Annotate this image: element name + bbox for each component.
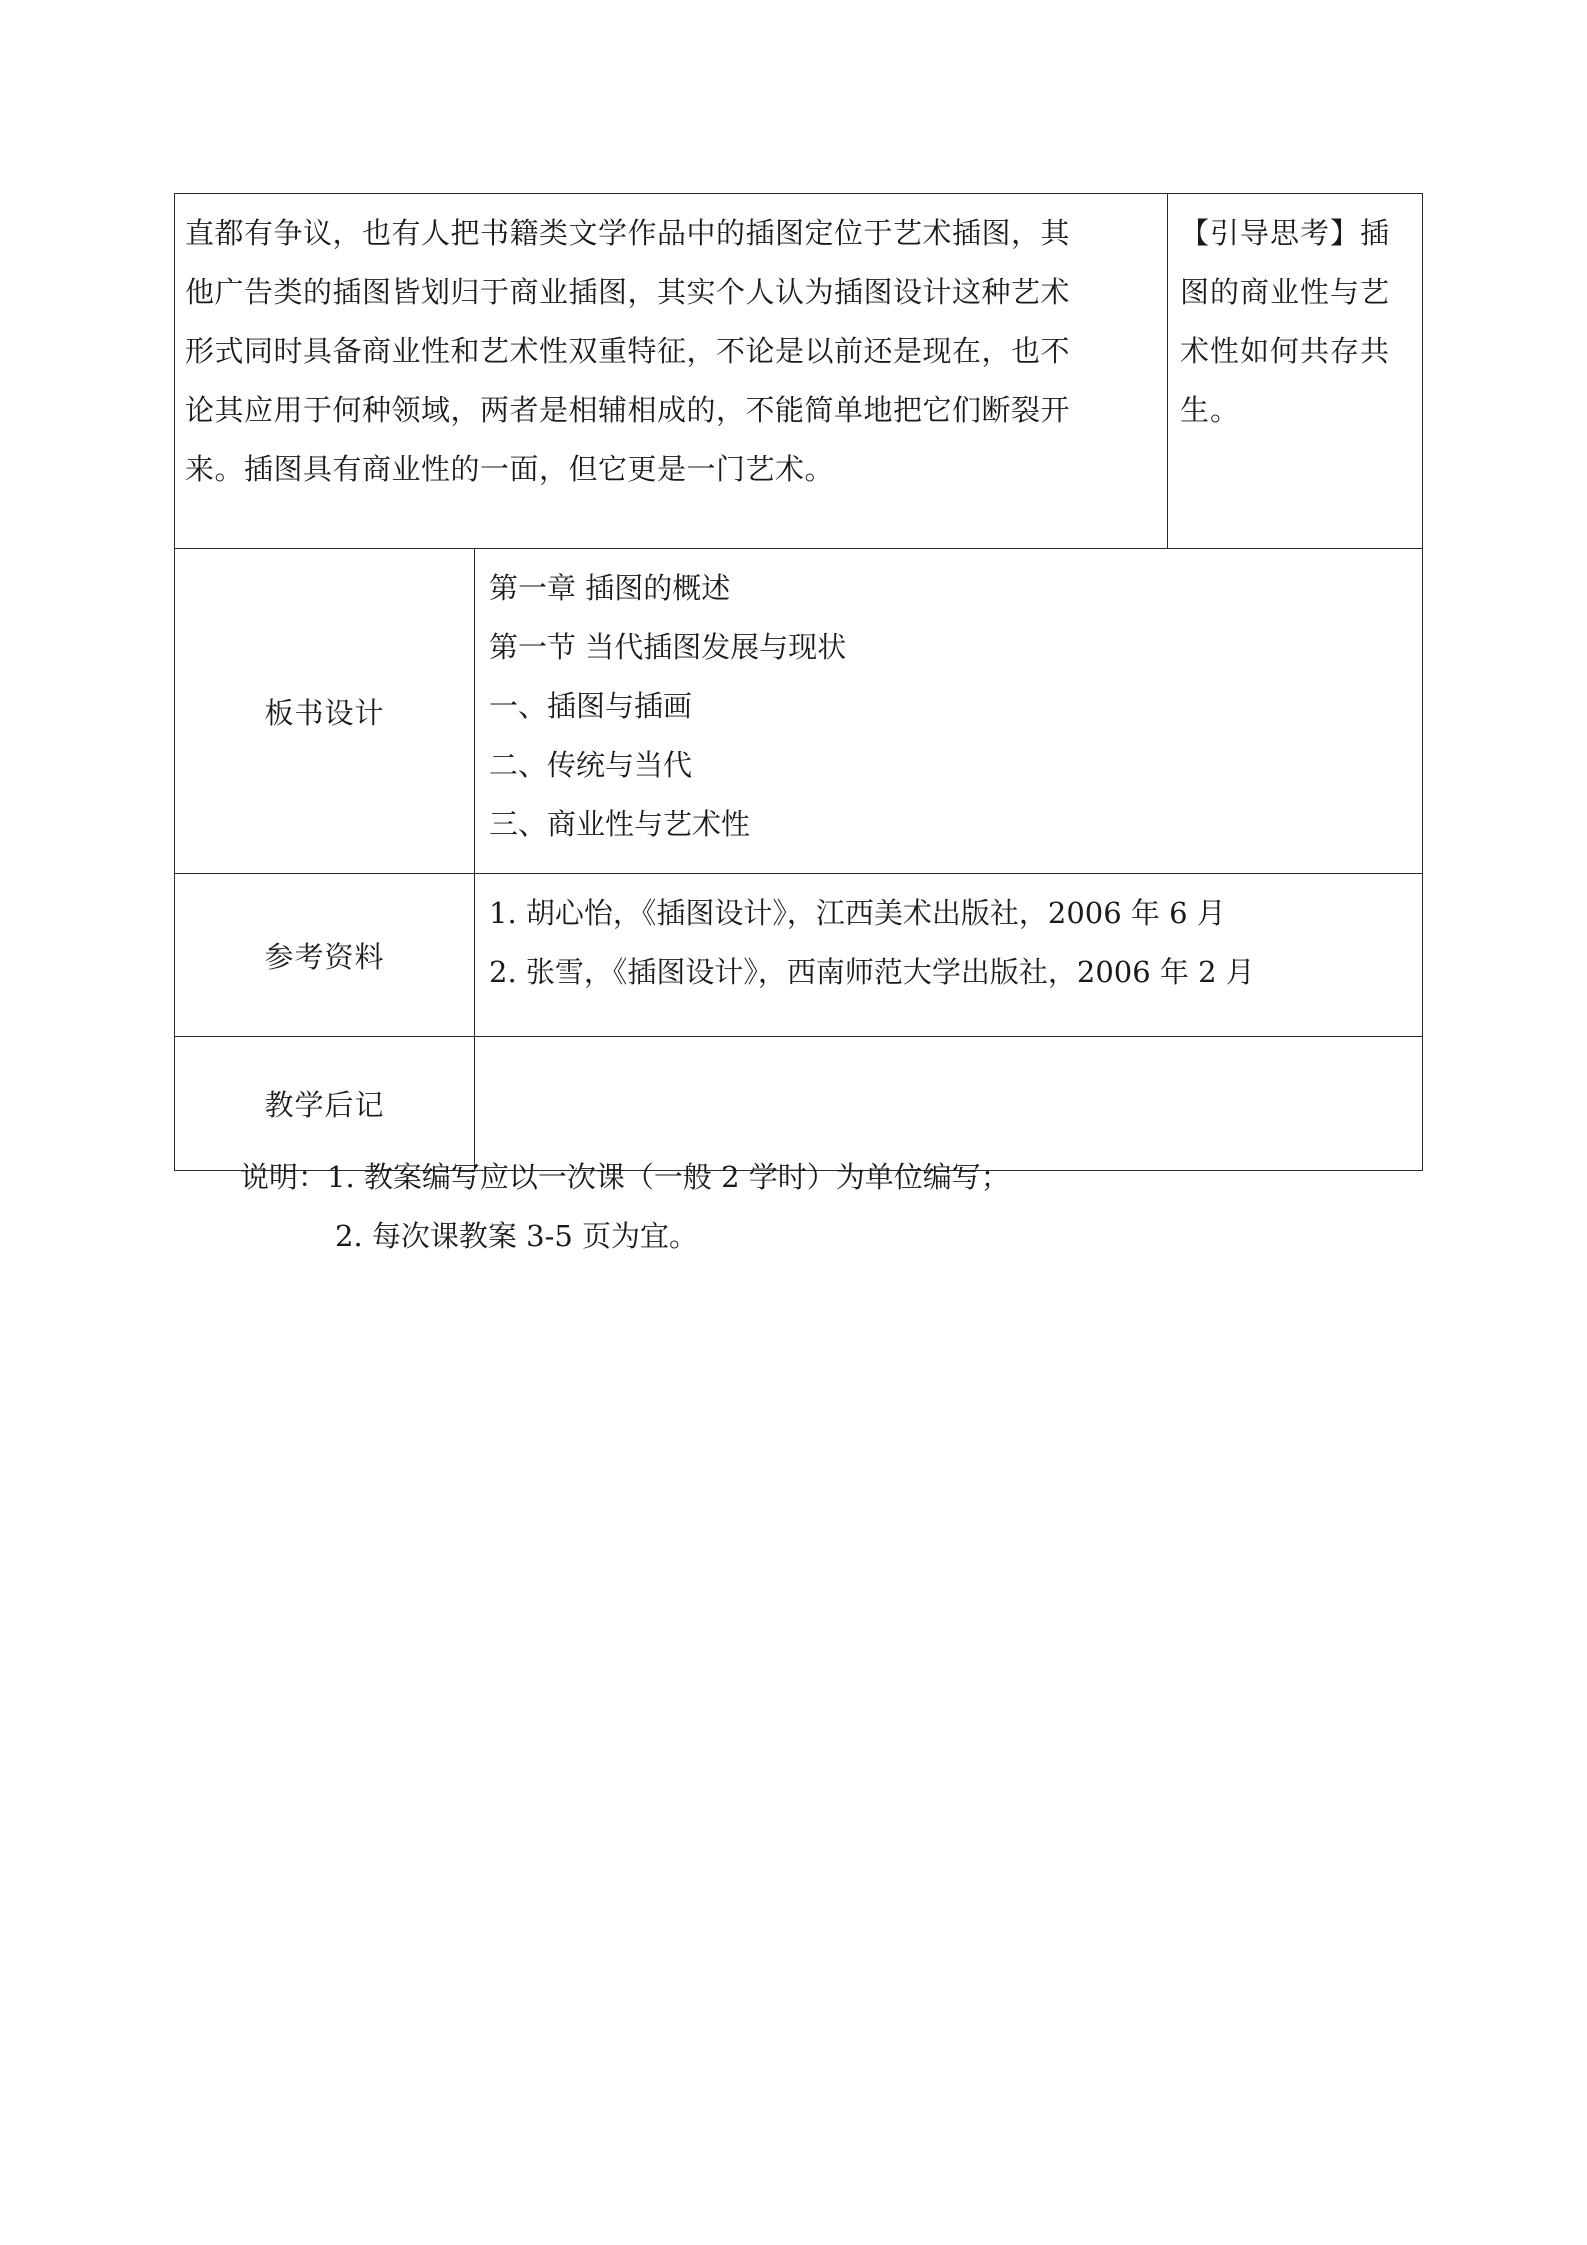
side-note-line: 【引导思考】插 xyxy=(1180,216,1391,250)
paragraph-line: 他广告类的插图皆划归于商业插图，其实个人认为插图设计这种艺术 xyxy=(185,275,1071,309)
paragraph-line: 论其应用于何种领域，两者是相辅相成的，不能简单地把它们断裂开 xyxy=(185,393,1071,427)
paragraph-line: 直都有争议，也有人把书籍类文学作品中的插图定位于艺术插图，其 xyxy=(185,216,1071,250)
lesson-body-paragraph xyxy=(175,194,1167,499)
board-design-content xyxy=(475,549,1423,874)
side-note-line: 图的商业性与艺 xyxy=(1180,275,1391,309)
board-line: 第一节 当代插图发展与现状 xyxy=(489,630,847,664)
note-line-1: 说明：1. 教案编写应以一次课（一般 2 学时）为单位编写； xyxy=(240,1160,1010,1194)
reference-item: 1. 胡心怡，《插图设计》，江西美术出版社，2006 年 6 月 xyxy=(489,896,1226,930)
board-design-label: 板书设计 xyxy=(175,549,475,874)
board-line: 第一章 插图的概述 xyxy=(489,571,731,605)
references-label: 参考资料 xyxy=(175,874,475,1037)
paragraph-line: 形式同时具备商业性和艺术性双重特征，不论是以前还是现在，也不 xyxy=(185,334,1071,368)
board-line: 三、商业性与艺术性 xyxy=(489,807,751,841)
instructions-notes xyxy=(240,1148,1010,1266)
note-line-2: 2. 每次课教案 3-5 页为宜。 xyxy=(335,1219,699,1253)
lesson-content-row xyxy=(175,194,1423,549)
side-note-line: 生。 xyxy=(1180,393,1241,427)
references-content xyxy=(475,874,1423,1037)
side-note-cell xyxy=(1168,194,1423,549)
paragraph-line: 来。插图具有商业性的一面，但它更是一门艺术。 xyxy=(185,452,835,486)
board-line: 二、传统与当代 xyxy=(489,748,693,782)
reference-item: 2. 张雪，《插图设计》，西南师范大学出版社，2006 年 2 月 xyxy=(489,955,1255,989)
board-design-row xyxy=(175,549,1423,874)
postscript-label: 教学后记 xyxy=(175,1037,475,1171)
lesson-body-cell xyxy=(175,194,1168,549)
board-line: 一、插图与插画 xyxy=(489,689,693,723)
side-note-line: 术性如何共存共 xyxy=(1180,334,1391,368)
side-note xyxy=(1168,194,1422,440)
references-row xyxy=(175,874,1423,1037)
lesson-plan-table xyxy=(174,193,1423,1171)
